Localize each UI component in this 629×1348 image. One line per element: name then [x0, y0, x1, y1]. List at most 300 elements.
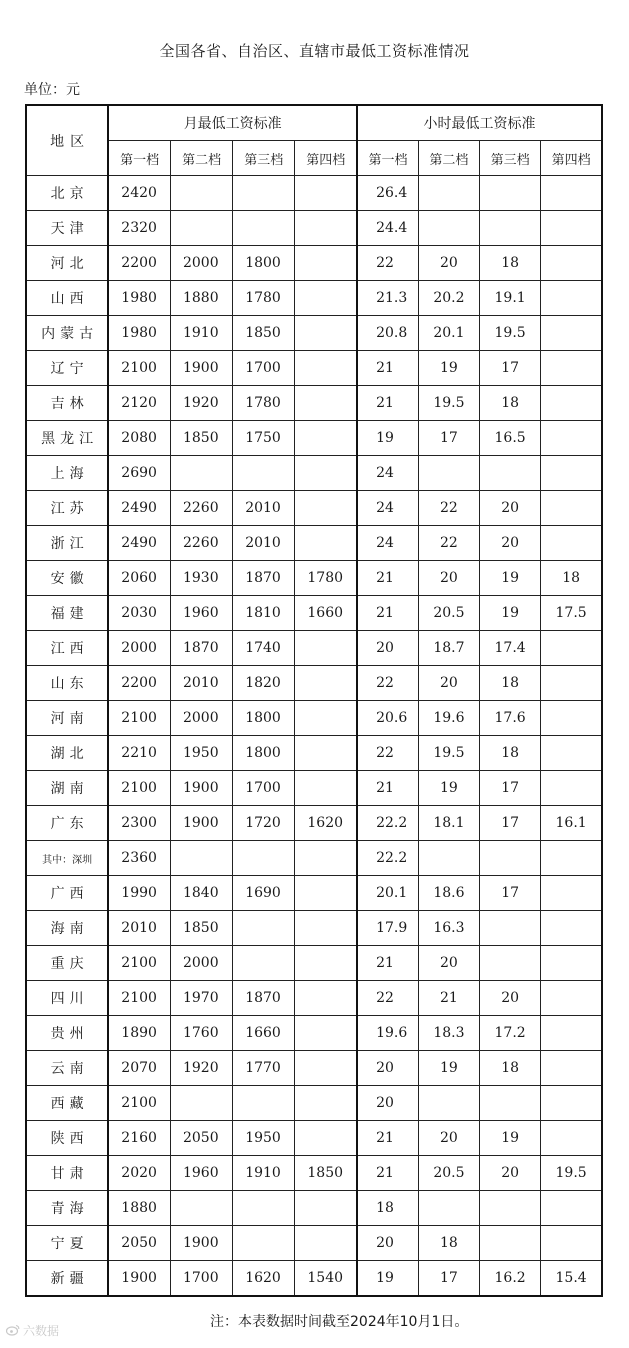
monthly-tier-1-cell: 2070 — [108, 1051, 170, 1086]
monthly-tier-3-cell — [233, 1191, 295, 1226]
monthly-tier-2-cell — [170, 211, 232, 246]
hourly-tier-1-cell: 20 — [357, 1051, 418, 1086]
monthly-tier-2-cell: 1850 — [170, 911, 232, 946]
hourly-tier-1-cell: 21 — [357, 1156, 418, 1191]
hourly-tier-4-cell — [541, 1191, 602, 1226]
region-cell: 福建 — [26, 596, 108, 631]
hourly-tier-3-header: 第三档 — [480, 141, 541, 176]
region-cell: 北京 — [26, 176, 108, 211]
region-column-header: 地区 — [26, 105, 108, 176]
monthly-tier-1-cell: 2050 — [108, 1226, 170, 1261]
hourly-tier-2-cell: 20.5 — [418, 1156, 479, 1191]
hourly-tier-2-cell: 16.3 — [418, 911, 479, 946]
hourly-tier-4-cell — [541, 351, 602, 386]
hourly-tier-1-cell: 24 — [357, 491, 418, 526]
hourly-tier-4-cell — [541, 421, 602, 456]
table-row — [26, 806, 602, 841]
monthly-tier-1-cell: 2120 — [108, 386, 170, 421]
monthly-tier-4-cell: 1540 — [295, 1261, 357, 1297]
hourly-tier-3-cell: 19.5 — [480, 316, 541, 351]
hourly-tier-3-cell — [480, 1226, 541, 1261]
table-row — [26, 526, 602, 561]
region-cell: 浙江 — [26, 526, 108, 561]
table-row — [26, 841, 602, 876]
table-row — [26, 1191, 602, 1226]
hourly-tier-2-cell: 19.5 — [418, 386, 479, 421]
monthly-tier-1-cell: 2100 — [108, 981, 170, 1016]
hourly-tier-4-cell — [541, 526, 602, 561]
hourly-tier-3-cell: 19.1 — [480, 281, 541, 316]
hourly-tier-1-cell: 20.8 — [357, 316, 418, 351]
hourly-tier-3-cell: 17 — [480, 771, 541, 806]
monthly-tier-4-cell — [295, 876, 357, 911]
monthly-tier-2-cell: 1870 — [170, 631, 232, 666]
weibo-logo-icon — [6, 1324, 20, 1338]
hourly-tier-2-cell: 20.5 — [418, 596, 479, 631]
monthly-tier-4-cell — [295, 946, 357, 981]
hourly-tier-1-cell: 21 — [357, 351, 418, 386]
monthly-tier-1-cell: 2490 — [108, 526, 170, 561]
hourly-tier-3-cell: 18 — [480, 666, 541, 701]
monthly-tier-2-cell: 1850 — [170, 421, 232, 456]
monthly-tier-4-cell — [295, 491, 357, 526]
hourly-tier-3-cell: 20 — [480, 981, 541, 1016]
monthly-tier-3-cell: 1910 — [233, 1156, 295, 1191]
hourly-tier-2-cell: 20 — [418, 246, 479, 281]
monthly-tier-2-cell: 1840 — [170, 876, 232, 911]
monthly-tier-2-cell: 1760 — [170, 1016, 232, 1051]
monthly-tier-1-cell: 2300 — [108, 806, 170, 841]
monthly-tier-2-cell: 2010 — [170, 666, 232, 701]
hourly-tier-1-cell: 20.6 — [357, 701, 418, 736]
monthly-tier-1-header: 第一档 — [108, 141, 170, 176]
hourly-tier-1-cell: 22 — [357, 666, 418, 701]
hourly-tier-2-cell — [418, 1086, 479, 1121]
hourly-tier-3-cell: 19 — [480, 1121, 541, 1156]
table-row — [26, 1226, 602, 1261]
hourly-tier-1-cell: 22 — [357, 736, 418, 771]
table-row — [26, 981, 602, 1016]
region-cell: 湖南 — [26, 771, 108, 806]
monthly-tier-4-cell — [295, 421, 357, 456]
monthly-tier-1-cell: 2000 — [108, 631, 170, 666]
monthly-tier-3-cell: 1700 — [233, 351, 295, 386]
monthly-tier-3-cell: 1700 — [233, 771, 295, 806]
hourly-tier-4-cell: 15.4 — [541, 1261, 602, 1297]
monthly-tier-1-cell: 2320 — [108, 211, 170, 246]
hourly-tier-1-cell: 19 — [357, 1261, 418, 1297]
monthly-tier-4-cell — [295, 841, 357, 876]
hourly-tier-3-cell: 17 — [480, 806, 541, 841]
hourly-tier-3-cell — [480, 211, 541, 246]
region-cell: 江苏 — [26, 491, 108, 526]
monthly-tier-1-cell: 2100 — [108, 1086, 170, 1121]
hourly-tier-1-cell: 19 — [357, 421, 418, 456]
table-header-row — [26, 105, 602, 141]
region-cell: 河北 — [26, 246, 108, 281]
monthly-tier-3-cell — [233, 911, 295, 946]
hourly-tier-1-cell: 22.2 — [357, 841, 418, 876]
monthly-tier-1-cell: 2010 — [108, 911, 170, 946]
region-cell: 山西 — [26, 281, 108, 316]
region-cell: 其中：深圳 — [26, 841, 108, 876]
hourly-tier-1-cell: 24.4 — [357, 211, 418, 246]
hourly-tier-4-cell — [541, 1226, 602, 1261]
monthly-tier-3-cell — [233, 176, 295, 211]
monthly-tier-1-cell: 2210 — [108, 736, 170, 771]
hourly-tier-1-cell: 19.6 — [357, 1016, 418, 1051]
monthly-tier-3-cell: 1820 — [233, 666, 295, 701]
hourly-tier-3-cell: 16.2 — [480, 1261, 541, 1297]
hourly-tier-1-header: 第一档 — [357, 141, 418, 176]
monthly-tier-2-cell: 1960 — [170, 1156, 232, 1191]
table-row — [26, 911, 602, 946]
hourly-tier-2-header: 第二档 — [418, 141, 479, 176]
hourly-tier-1-cell: 20 — [357, 1226, 418, 1261]
hourly-tier-2-cell: 19 — [418, 351, 479, 386]
hourly-tier-4-cell: 19.5 — [541, 1156, 602, 1191]
region-cell: 宁夏 — [26, 1226, 108, 1261]
hourly-tier-2-cell — [418, 456, 479, 491]
hourly-tier-2-cell — [418, 841, 479, 876]
monthly-tier-2-cell: 2260 — [170, 526, 232, 561]
region-cell: 云南 — [26, 1051, 108, 1086]
table-row — [26, 1051, 602, 1086]
monthly-tier-1-cell: 2080 — [108, 421, 170, 456]
monthly-tier-4-cell — [295, 1086, 357, 1121]
hourly-tier-3-cell: 17.6 — [480, 701, 541, 736]
hourly-tier-4-cell: 16.1 — [541, 806, 602, 841]
table-row — [26, 1086, 602, 1121]
hourly-tier-1-cell: 21 — [357, 1121, 418, 1156]
region-cell: 辽宁 — [26, 351, 108, 386]
hourly-tier-1-cell: 22 — [357, 246, 418, 281]
monthly-tier-4-cell — [295, 1226, 357, 1261]
monthly-tier-1-cell: 2100 — [108, 701, 170, 736]
monthly-tier-3-cell: 1810 — [233, 596, 295, 631]
hourly-tier-2-cell: 21 — [418, 981, 479, 1016]
monthly-tier-2-cell — [170, 176, 232, 211]
hourly-tier-1-cell: 22.2 — [357, 806, 418, 841]
minimum-wage-table — [25, 104, 603, 1297]
region-cell: 内蒙古 — [26, 316, 108, 351]
hourly-tier-1-cell: 24 — [357, 526, 418, 561]
hourly-tier-1-cell: 20.1 — [357, 876, 418, 911]
monthly-tier-2-cell: 2000 — [170, 946, 232, 981]
table-row — [26, 1261, 602, 1297]
region-cell: 贵州 — [26, 1016, 108, 1051]
hourly-tier-3-cell: 17 — [480, 351, 541, 386]
hourly-tier-3-cell: 17.2 — [480, 1016, 541, 1051]
table-row — [26, 701, 602, 736]
hourly-tier-1-cell: 21.3 — [357, 281, 418, 316]
hourly-tier-4-cell — [541, 211, 602, 246]
monthly-tier-4-cell: 1620 — [295, 806, 357, 841]
hourly-tier-4-cell — [541, 1051, 602, 1086]
hourly-tier-2-cell: 20.1 — [418, 316, 479, 351]
hourly-group-header: 小时最低工资标准 — [357, 105, 602, 141]
monthly-tier-3-cell: 1870 — [233, 561, 295, 596]
hourly-tier-2-cell: 20 — [418, 666, 479, 701]
monthly-tier-4-cell — [295, 736, 357, 771]
region-cell: 四川 — [26, 981, 108, 1016]
monthly-tier-2-cell: 1910 — [170, 316, 232, 351]
monthly-tier-1-cell: 1900 — [108, 1261, 170, 1297]
monthly-tier-4-cell — [295, 701, 357, 736]
monthly-tier-1-cell: 2360 — [108, 841, 170, 876]
region-cell: 安徽 — [26, 561, 108, 596]
region-cell: 重庆 — [26, 946, 108, 981]
region-cell: 江西 — [26, 631, 108, 666]
monthly-tier-2-cell: 2050 — [170, 1121, 232, 1156]
table-body — [26, 176, 602, 1297]
monthly-tier-4-cell — [295, 386, 357, 421]
hourly-tier-2-cell: 22 — [418, 491, 479, 526]
hourly-tier-2-cell: 18.7 — [418, 631, 479, 666]
hourly-tier-1-cell: 21 — [357, 771, 418, 806]
monthly-tier-1-cell: 2030 — [108, 596, 170, 631]
monthly-tier-3-cell: 2010 — [233, 526, 295, 561]
hourly-tier-4-cell — [541, 666, 602, 701]
hourly-tier-4-cell — [541, 736, 602, 771]
monthly-tier-2-cell: 1900 — [170, 1226, 232, 1261]
monthly-tier-2-cell: 1960 — [170, 596, 232, 631]
table-row — [26, 946, 602, 981]
table-row — [26, 1121, 602, 1156]
region-cell: 西藏 — [26, 1086, 108, 1121]
tier-header-row — [26, 141, 602, 176]
hourly-tier-3-cell: 18 — [480, 1051, 541, 1086]
hourly-tier-3-cell — [480, 1191, 541, 1226]
monthly-tier-3-cell — [233, 211, 295, 246]
table-row — [26, 386, 602, 421]
monthly-tier-3-header: 第三档 — [233, 141, 295, 176]
monthly-tier-2-cell: 2000 — [170, 701, 232, 736]
monthly-tier-3-cell: 2010 — [233, 491, 295, 526]
hourly-tier-3-cell — [480, 456, 541, 491]
table-row — [26, 491, 602, 526]
monthly-tier-2-cell — [170, 1086, 232, 1121]
hourly-tier-4-cell — [541, 946, 602, 981]
table-row — [26, 876, 602, 911]
hourly-tier-2-cell — [418, 211, 479, 246]
monthly-tier-3-cell: 1800 — [233, 736, 295, 771]
hourly-tier-4-cell — [541, 841, 602, 876]
monthly-tier-4-cell: 1780 — [295, 561, 357, 596]
monthly-tier-3-cell: 1740 — [233, 631, 295, 666]
hourly-tier-2-cell: 18.3 — [418, 1016, 479, 1051]
monthly-tier-2-cell: 1900 — [170, 771, 232, 806]
monthly-tier-2-cell: 1700 — [170, 1261, 232, 1297]
hourly-tier-2-cell: 19.6 — [418, 701, 479, 736]
monthly-tier-1-cell: 2160 — [108, 1121, 170, 1156]
monthly-tier-4-cell — [295, 666, 357, 701]
hourly-tier-4-cell — [541, 631, 602, 666]
monthly-tier-4-cell — [295, 316, 357, 351]
region-cell: 甘肃 — [26, 1156, 108, 1191]
monthly-tier-4-cell: 1660 — [295, 596, 357, 631]
monthly-tier-2-cell: 2260 — [170, 491, 232, 526]
hourly-tier-3-cell: 18 — [480, 386, 541, 421]
monthly-tier-4-cell — [295, 1191, 357, 1226]
monthly-tier-4-cell — [295, 246, 357, 281]
hourly-tier-4-cell — [541, 701, 602, 736]
hourly-tier-3-cell: 17.4 — [480, 631, 541, 666]
hourly-tier-2-cell: 20.2 — [418, 281, 479, 316]
monthly-tier-1-cell: 2420 — [108, 176, 170, 211]
monthly-tier-2-header: 第二档 — [170, 141, 232, 176]
region-cell: 黑龙江 — [26, 421, 108, 456]
hourly-tier-1-cell: 20 — [357, 631, 418, 666]
hourly-tier-4-cell — [541, 1086, 602, 1121]
hourly-tier-1-cell: 20 — [357, 1086, 418, 1121]
hourly-tier-2-cell — [418, 1191, 479, 1226]
hourly-tier-2-cell: 17 — [418, 1261, 479, 1297]
monthly-tier-3-cell: 1660 — [233, 1016, 295, 1051]
monthly-tier-4-cell — [295, 1051, 357, 1086]
monthly-tier-3-cell: 1720 — [233, 806, 295, 841]
monthly-tier-2-cell: 2000 — [170, 246, 232, 281]
monthly-tier-3-cell: 1800 — [233, 246, 295, 281]
hourly-tier-1-cell: 21 — [357, 596, 418, 631]
monthly-tier-2-cell: 1900 — [170, 351, 232, 386]
hourly-tier-3-cell: 17 — [480, 876, 541, 911]
monthly-tier-3-cell: 1690 — [233, 876, 295, 911]
monthly-tier-1-cell: 2020 — [108, 1156, 170, 1191]
hourly-tier-3-cell — [480, 1086, 541, 1121]
hourly-tier-3-cell — [480, 176, 541, 211]
monthly-tier-3-cell: 1950 — [233, 1121, 295, 1156]
table-row — [26, 281, 602, 316]
monthly-tier-4-cell — [295, 631, 357, 666]
monthly-tier-3-cell: 1620 — [233, 1261, 295, 1297]
monthly-tier-4-cell — [295, 351, 357, 386]
table-row — [26, 351, 602, 386]
hourly-tier-1-cell: 21 — [357, 561, 418, 596]
hourly-tier-4-cell — [541, 386, 602, 421]
monthly-tier-4-cell — [295, 456, 357, 491]
monthly-tier-4-cell — [295, 1016, 357, 1051]
region-cell: 新疆 — [26, 1261, 108, 1297]
hourly-tier-3-cell — [480, 841, 541, 876]
table-row — [26, 771, 602, 806]
monthly-tier-3-cell: 1870 — [233, 981, 295, 1016]
monthly-tier-2-cell: 1950 — [170, 736, 232, 771]
hourly-tier-2-cell: 22 — [418, 526, 479, 561]
table-row — [26, 246, 602, 281]
hourly-tier-4-cell: 18 — [541, 561, 602, 596]
table-row — [26, 1016, 602, 1051]
table-row — [26, 561, 602, 596]
hourly-tier-2-cell: 19 — [418, 771, 479, 806]
region-cell: 海南 — [26, 911, 108, 946]
hourly-tier-3-cell: 20 — [480, 1156, 541, 1191]
table-row — [26, 596, 602, 631]
region-cell: 河南 — [26, 701, 108, 736]
hourly-tier-3-cell — [480, 946, 541, 981]
monthly-tier-1-cell: 1890 — [108, 1016, 170, 1051]
monthly-tier-3-cell — [233, 841, 295, 876]
unit-label: 单位：元 — [24, 82, 80, 98]
monthly-tier-1-cell: 2200 — [108, 666, 170, 701]
monthly-tier-2-cell: 1970 — [170, 981, 232, 1016]
monthly-tier-1-cell: 1980 — [108, 316, 170, 351]
table-row — [26, 421, 602, 456]
hourly-tier-3-cell: 19 — [480, 596, 541, 631]
region-cell: 广西 — [26, 876, 108, 911]
hourly-tier-2-cell: 18 — [418, 1226, 479, 1261]
monthly-tier-1-cell: 2200 — [108, 246, 170, 281]
hourly-tier-1-cell: 18 — [357, 1191, 418, 1226]
hourly-tier-4-header: 第四档 — [541, 141, 602, 176]
monthly-tier-4-cell — [295, 1121, 357, 1156]
table-row — [26, 316, 602, 351]
table-row — [26, 631, 602, 666]
hourly-tier-3-cell: 16.5 — [480, 421, 541, 456]
table-row — [26, 666, 602, 701]
hourly-tier-2-cell: 17 — [418, 421, 479, 456]
monthly-tier-3-cell: 1780 — [233, 386, 295, 421]
region-cell: 陕西 — [26, 1121, 108, 1156]
monthly-tier-2-cell: 1920 — [170, 1051, 232, 1086]
monthly-tier-3-cell: 1800 — [233, 701, 295, 736]
monthly-tier-4-cell — [295, 281, 357, 316]
hourly-tier-4-cell — [541, 246, 602, 281]
hourly-tier-1-cell: 21 — [357, 386, 418, 421]
hourly-tier-4-cell — [541, 981, 602, 1016]
hourly-tier-2-cell: 20 — [418, 946, 479, 981]
region-cell: 广东 — [26, 806, 108, 841]
monthly-tier-4-cell — [295, 911, 357, 946]
hourly-tier-4-cell — [541, 491, 602, 526]
monthly-tier-1-cell: 2100 — [108, 946, 170, 981]
table-row — [26, 736, 602, 771]
footnote: 注：本表数据时间截至2024年10月1日。 — [210, 1314, 469, 1330]
watermark — [6, 1322, 59, 1339]
monthly-tier-3-cell: 1750 — [233, 421, 295, 456]
hourly-tier-1-cell: 21 — [357, 946, 418, 981]
monthly-tier-3-cell — [233, 1086, 295, 1121]
hourly-tier-1-cell: 26.4 — [357, 176, 418, 211]
hourly-tier-3-cell: 18 — [480, 246, 541, 281]
hourly-tier-4-cell — [541, 176, 602, 211]
hourly-tier-4-cell: 17.5 — [541, 596, 602, 631]
watermark-text: 六数据 — [23, 1324, 60, 1338]
hourly-tier-2-cell: 20 — [418, 561, 479, 596]
table-row — [26, 176, 602, 211]
monthly-tier-3-cell — [233, 946, 295, 981]
monthly-tier-1-cell: 1980 — [108, 281, 170, 316]
monthly-tier-3-cell: 1850 — [233, 316, 295, 351]
table-row — [26, 456, 602, 491]
hourly-tier-2-cell: 19.5 — [418, 736, 479, 771]
hourly-tier-3-cell: 20 — [480, 526, 541, 561]
monthly-tier-2-cell: 1880 — [170, 281, 232, 316]
hourly-tier-2-cell — [418, 176, 479, 211]
hourly-tier-3-cell: 18 — [480, 736, 541, 771]
region-cell: 青海 — [26, 1191, 108, 1226]
monthly-tier-3-cell: 1770 — [233, 1051, 295, 1086]
monthly-tier-4-header: 第四档 — [295, 141, 357, 176]
region-cell: 上海 — [26, 456, 108, 491]
monthly-tier-1-cell: 1990 — [108, 876, 170, 911]
table-row — [26, 1156, 602, 1191]
hourly-tier-2-cell: 18.1 — [418, 806, 479, 841]
monthly-tier-1-cell: 2100 — [108, 351, 170, 386]
monthly-tier-4-cell — [295, 526, 357, 561]
monthly-tier-3-cell: 1780 — [233, 281, 295, 316]
hourly-tier-4-cell — [541, 456, 602, 491]
